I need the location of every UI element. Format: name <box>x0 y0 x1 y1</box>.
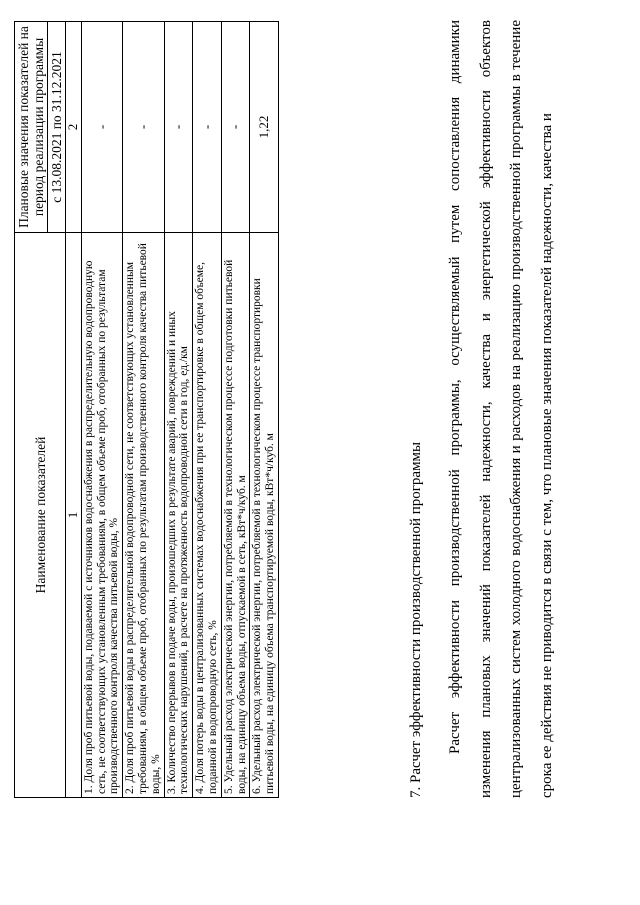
indicator-name: 4. Доля потерь воды в централизованных системах водоснабжения при ее транспортировке в общем объеме, поданной в водопроводную сеть, % <box>193 233 222 798</box>
column-number-2: 2 <box>66 22 82 233</box>
indicator-value: - <box>81 22 122 233</box>
table-number-row <box>66 22 82 798</box>
indicator-value: - <box>193 22 222 233</box>
indicator-value: - <box>221 22 250 233</box>
table-row <box>193 22 222 798</box>
table-row <box>250 22 279 798</box>
table-row <box>221 22 250 798</box>
paragraph-text: Расчет эффективности производственной программы, осуществляемый путем сопоставления динамики изменения плановых значений показателей надежности, качества и энергетической эффективности объектов централизованных систем холодного водоснабжения и расходов на реализацию производственной программы в течение срока ее действия не приводится в связи с тем, что плановые значения показателей надежности, качества и <box>447 20 555 798</box>
header-name-cell: Наименование показателей <box>15 233 66 798</box>
table-header-row <box>15 22 48 798</box>
table-row <box>81 22 122 798</box>
indicators-table <box>14 21 279 798</box>
indicator-name: 1. Доля проб питьевой воды, подаваемой с источников водоснабжения в распределительную водопроводную сеть, не соответствующих установленным требованиям, в общем объеме проб, отобранных по результатам производственного контроля качества питьевой воды, % <box>81 233 122 798</box>
indicator-name: 2. Доля проб питьевой воды в распределительной водопроводной сети, не соответствующих установленным требованиям, в общем объеме проб, отобранных по результатам производственного контроля качества питьевой воды, % <box>123 233 164 798</box>
indicator-name: 6. Удельный расход электрической энергии, потребляемой в технологическом процессе транспортировки питьевой воды, на единицу объема транспортируемой воды, кВт*ч/куб. м <box>250 233 279 798</box>
indicator-name: 5. Удельный расход электрической энергии, потребляемой в технологическом процессе подготовки питьевой воды, на единицу объема воды, отпускаемой в сеть, кВт*ч/куб. м <box>221 233 250 798</box>
header-period-cell: с 13.08.2021 по 31.12.2021 <box>48 22 66 233</box>
indicator-value: - <box>123 22 164 233</box>
section-heading: 7. Расчет эффективности производственной программы <box>408 441 424 798</box>
indicator-name: 3. Количество перерывов в подаче воды, произошедших в результате аварий, повреждений и иных технологических нарушений, в расчете на протяженность водопроводной сети в год, ед./км <box>164 233 193 798</box>
column-number-1: 1 <box>66 233 82 798</box>
table-row <box>123 22 164 798</box>
body-paragraph <box>440 20 562 798</box>
table-row <box>164 22 193 798</box>
indicator-value: 1,22 <box>250 22 279 233</box>
indicator-value: - <box>164 22 193 233</box>
header-plan-cell: Плановые значения показателей на период реализации программы <box>15 22 48 233</box>
indicators-table-wrap <box>14 22 279 798</box>
